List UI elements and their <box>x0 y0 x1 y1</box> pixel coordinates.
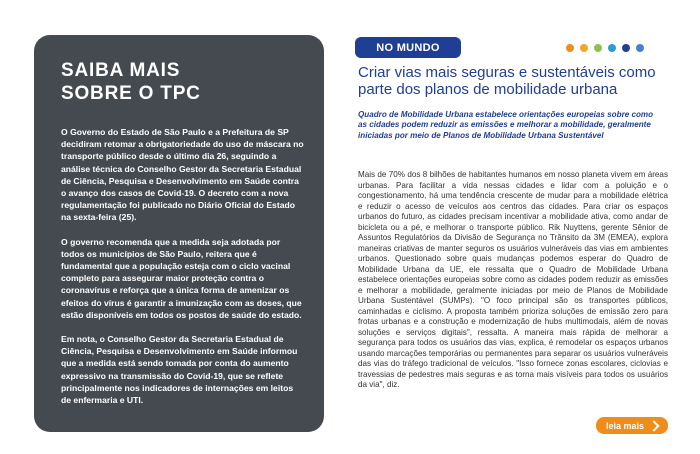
chevron-right-icon <box>648 420 659 431</box>
section-badge: NO MUNDO <box>355 37 461 58</box>
color-dot <box>566 44 574 52</box>
color-dot <box>594 44 602 52</box>
article-body: Mais de 70% dos 8 bilhões de habitantes humanos em nosso planeta vivem em áreas urbanas. Para facilitar a vida nessas cidades e lidar com a poluição e o congestionamento, há uma tendência crescente de mudar para a mobilidade elétrica e reduzir o acesso de veículos aos centros das cidades. Para criar os espaços urbanos do futuro, as cidades precisam incentivar a mobilidade ativa, como andar de bicicleta ou a pé, e melhorar o transporte público. Rik Nuyttens, gerente Sênior de Assuntos Regulatórios da Divisão de Segurança no Trânsito da 3M (EMEA), explora maneiras criativas de manter seguros os usuários vulneráveis das vias em ambientes urbanos. Questionado sobre quais mudanças podemos esperar do Quadro de Mobilidade Urbana da UE, ele ressalta que o Quadro de Mobilidade Urbana estabelece orientações europeias sobre como as cidades podem reduzir as emissões e melhorar a mobilidade, geralmente iniciadas por meio de Planos de Mobilidade Urbana Sustentável (SUMPs). "O foco principal são os transportes públicos, caminhadas e ciclismo. A proposta também prioriza soluções de emissão zero para frotas urbanas e a construção e modernização de hubs multimodais, além de novas soluções e serviços digitais", ressalta. A maneira mais rápida de melhorar a segurança para todos os usuários das vias, explica, é remodelar os espaços urbanos usando marcações temporárias ou permanentes para separar os usuários vulneráveis das vias do tráfego tradicional de veículos. "Isso fornece zonas escolares, ciclovias e travessias de pedestres mais seguras e as torna mais visíveis para todos os usuários da via", diz. <box>358 170 668 389</box>
read-more-label: leia mais <box>605 420 645 431</box>
article-lead: Quadro de Mobilidade Urbana estabelece orientações europeias sobre como as cidades podem reduzir as emissões e melhorar a mobilidade, geralmente iniciadas por meio de Planos de Mobilidade Urbana Sustentável <box>358 110 654 140</box>
sidebar-title-line1: SAIBA MAIS <box>61 60 181 81</box>
color-dot <box>608 44 616 52</box>
sidebar-title-line2: SOBRE O TPC <box>61 83 201 104</box>
sidebar-title <box>61 59 304 105</box>
sidebar-paragraph-3: Em nota, o Conselho Gestor da Secretaria Estadual de Ciência, Pesquisa e Desenvolvimento em Saúde informou que a medida está sendo tomada por conta do aumento expressivo na transmissão do Covid-19, que se reflete principalmente nos indicadores de internações em leitos de enfermaria e UTI. <box>61 334 298 406</box>
sidebar-paragraph-1: O Governo do Estado de São Paulo e a Prefeitura de SP decidiram retomar a obrigatoriedade do uso de máscara no transporte público desde o último dia 26, seguindo a análise técnica do Conselho Gestor da Secretaria Estadual de Ciência, Pesquisa e Desenvolvimento em Saúde contra o avanço dos casos de Covid-19. O decreto com a nova regulamentação foi publicado no Diário Oficial do Estado na sexta-feira (25). <box>61 127 304 223</box>
sidebar-paragraph-2: O governo recomenda que a medida seja adotada por todos os municípios de São Paulo, reitera que é fundamental que a população esteja com o ciclo vacinal completo para assegurar maior proteção contra o coronavírus e reforça que a única forma de amenizar os efeitos do vírus é garantir a imunização com as doses, que estão disponíveis em todos os postos de saúde do estado. <box>61 236 302 320</box>
color-dot <box>622 44 630 52</box>
color-dot <box>580 44 588 52</box>
color-dots <box>566 44 644 53</box>
article-headline: Criar vias mais seguras e sustentáveis como parte dos planos de mobilidade urbana <box>358 64 656 98</box>
info-sidebar <box>34 35 324 432</box>
read-more-button[interactable] <box>596 417 668 434</box>
color-dot <box>636 44 644 52</box>
